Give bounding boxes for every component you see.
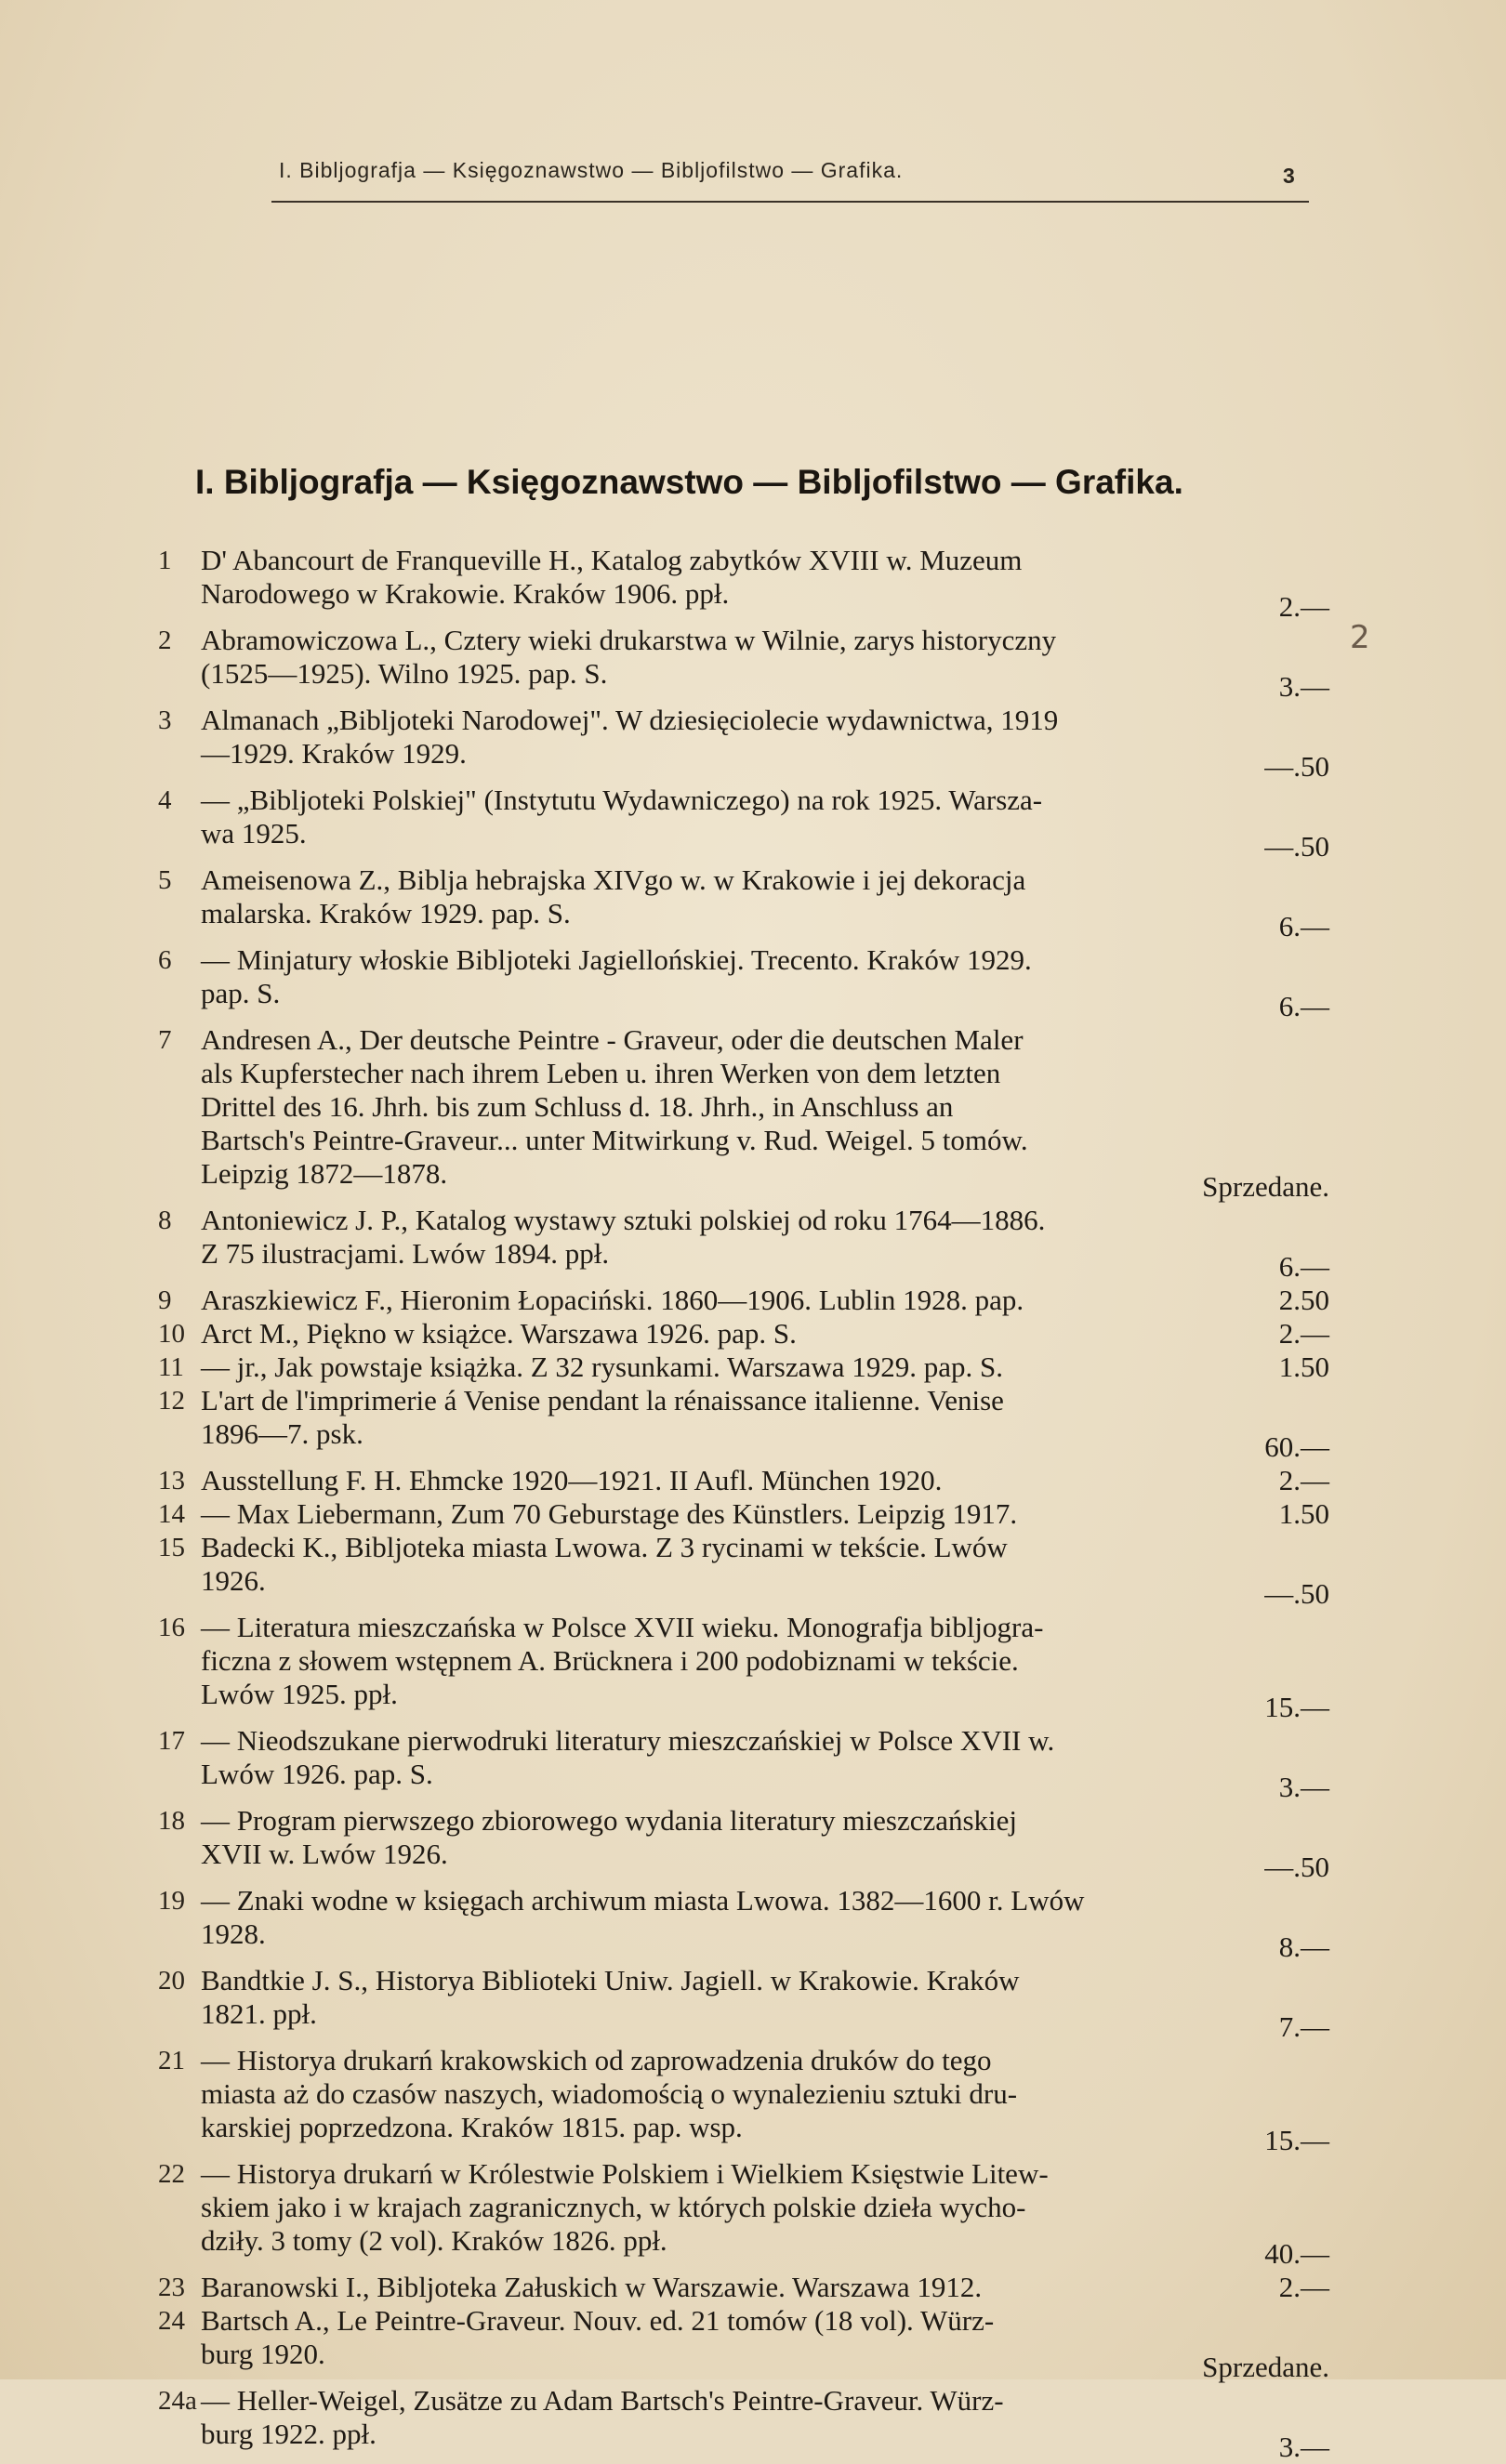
entry-price: —.50 xyxy=(1264,1577,1329,1610)
handwritten-margin-note: 2 xyxy=(1350,619,1370,656)
entry-line: Antoniewicz J. P., Katalog wystawy sztuki polskiej od roku 1764—1886. xyxy=(201,1204,1046,1236)
entry-number: 6 xyxy=(158,945,172,975)
entry-price: 2.— xyxy=(1278,1464,1329,1496)
entry-line: burg 1920. xyxy=(201,2338,325,2370)
entry-line: Bandtkie J. S., Historya Biblioteki Uniw. Jagiell. w Krakowie. Kraków xyxy=(201,1964,1020,1996)
entry-price: 40.— xyxy=(1264,2237,1329,2270)
entry-line: Narodowego w Krakowie. Kraków 1906. ppł. xyxy=(201,577,730,610)
entry-price: —.50 xyxy=(1264,830,1329,863)
entry-price: —.50 xyxy=(1264,1851,1329,1883)
entry-line: Leipzig 1872—1878. xyxy=(201,1157,448,1190)
entry-line: Badecki K., Bibljoteka miasta Lwowa. Z 3 rycinami w tekście. Lwów xyxy=(201,1531,1008,1563)
entry-price: Sprzedane. xyxy=(1202,1170,1329,1203)
entry-line: D' Abancourt de Franqueville H., Katalog zabytków XVIII w. Muzeum xyxy=(201,544,1023,576)
entry-number: 13 xyxy=(158,1466,185,1496)
entry-number: 12 xyxy=(158,1386,185,1416)
entry-number: 20 xyxy=(158,1966,185,1996)
entry-price: 2.— xyxy=(1278,1317,1329,1350)
header-rule xyxy=(271,201,1309,203)
entry-line: — jr., Jak powstaje książka. Z 32 rysunkami. Warszawa 1929. pap. S. xyxy=(201,1351,1004,1383)
entry-price: 2.50 xyxy=(1278,1284,1329,1316)
entry-price: 15.— xyxy=(1264,1691,1329,1723)
entry-price: 2.— xyxy=(1278,590,1329,623)
entry-line: Lwów 1925. ppł. xyxy=(201,1678,398,1710)
entry-line: Andresen A., Der deutsche Peintre - Graveur, oder die deutschen Maler xyxy=(201,1023,1024,1056)
entry-line: 1928. xyxy=(201,1917,266,1950)
entry-price: 6.— xyxy=(1278,990,1329,1022)
entry-line: 1926. xyxy=(201,1564,266,1597)
entry-line: — Nieodszukane pierwodruki literatury mieszczańskiej w Polsce XVII w. xyxy=(201,1724,1055,1757)
entry-price: 1.50 xyxy=(1278,1351,1329,1383)
entry-line: Bartsch A., Le Peintre-Graveur. Nouv. ed. 21 tomów (18 vol). Würz- xyxy=(201,2304,995,2337)
entry-number: 14 xyxy=(158,1499,185,1529)
entry-line: 1821. ppł. xyxy=(201,1997,317,2030)
entry-number: 7 xyxy=(158,1025,172,1055)
entry-line: Bartsch's Peintre-Graveur... unter Mitwirkung v. Rud. Weigel. 5 tomów. xyxy=(201,1124,1028,1156)
entry-number: 4 xyxy=(158,785,172,815)
entry-line: Ausstellung F. H. Ehmcke 1920—1921. II Aufl. München 1920. xyxy=(201,1464,943,1496)
entry-line: — Heller-Weigel, Zusätze zu Adam Bartsch's Peintre-Graveur. Würz- xyxy=(201,2384,1004,2417)
running-head-text: I. Bibljografja — Księgoznawstwo — Bibljofilstwo — Grafika. xyxy=(279,158,904,182)
entry-number: 18 xyxy=(158,1806,185,1836)
entry-price: 6.— xyxy=(1278,910,1329,942)
entry-number: 9 xyxy=(158,1285,172,1315)
entry-price: 8.— xyxy=(1278,1930,1329,1963)
entry-number: 8 xyxy=(158,1206,172,1235)
entry-number: 17 xyxy=(158,1726,185,1756)
entry-line: — Program pierwszego zbiorowego wydania literatury mieszczańskiej xyxy=(201,1804,1018,1837)
entry-price: 2.— xyxy=(1278,2271,1329,2303)
section-title: I. Bibljografja — Księgoznawstwo — Bibljofilstwo — Grafika. xyxy=(195,463,1183,501)
entry-number: 22 xyxy=(158,2159,185,2189)
entry-line: malarska. Kraków 1929. pap. S. xyxy=(201,897,571,929)
entry-number: 16 xyxy=(158,1613,185,1642)
entry-price: 3.— xyxy=(1278,2431,1329,2463)
entry-price: 6.— xyxy=(1278,1250,1329,1283)
entry-line: Baranowski I., Bibljoteka Załuskich w Warszawie. Warszawa 1912. xyxy=(201,2271,983,2303)
entry-number: 23 xyxy=(158,2273,185,2302)
entry-line: — Literatura mieszczańska w Polsce XVII wieku. Monografja bibljogra- xyxy=(201,1611,1044,1643)
entry-number: 19 xyxy=(158,1886,185,1916)
entry-line: (1525—1925). Wilno 1925. pap. S. xyxy=(201,657,608,690)
entry-line: Abramowiczowa L., Cztery wieki drukarstwa w Wilnie, zarys historyczny xyxy=(201,624,1057,656)
entry-line: skiem jako i w krajach zagranicznych, w których polskie dzieła wycho- xyxy=(201,2191,1026,2223)
entry-line: dziły. 3 tomy (2 vol). Kraków 1826. ppł. xyxy=(201,2224,667,2257)
entry-line: XVII w. Lwów 1926. xyxy=(201,1838,448,1870)
entry-line: —1929. Kraków 1929. xyxy=(201,737,467,770)
entry-number: 15 xyxy=(158,1533,185,1562)
entry-number: 10 xyxy=(158,1319,185,1349)
entry-line: miasta aż do czasów naszych, wiadomością o wynalezieniu sztuki dru- xyxy=(201,2077,1018,2110)
entry-number: 24a xyxy=(158,2386,197,2416)
entry-line: Drittel des 16. Jhrh. bis zum Schluss d. 18. Jhrh., in Anschluss an xyxy=(201,1090,954,1123)
entry-line: karskiej poprzedzona. Kraków 1815. pap. wsp. xyxy=(201,2111,743,2143)
entry-number: 21 xyxy=(158,2046,185,2075)
entry-line: 1896—7. psk. xyxy=(201,1417,363,1450)
entry-line: ficzna z słowem wstępnem A. Brücknera i 200 podobiznami w tekście. xyxy=(201,1644,1019,1677)
entry-number: 5 xyxy=(158,865,172,895)
entry-line: burg 1922. ppł. xyxy=(201,2418,376,2450)
entry-price: 15.— xyxy=(1264,2124,1329,2156)
entry-line: — Znaki wodne w księgach archiwum miasta Lwowa. 1382—1600 r. Lwów xyxy=(201,1884,1085,1917)
entry-line: Araszkiewicz F., Hieronim Łopaciński. 1860—1906. Lublin 1928. pap. xyxy=(201,1284,1024,1316)
entry-price: 7.— xyxy=(1278,2010,1329,2043)
entry-line: — Historya drukarń krakowskich od zaprowadzenia druków do tego xyxy=(201,2044,992,2076)
entry-price: 3.— xyxy=(1278,670,1329,703)
page-number: 3 xyxy=(1283,164,1296,188)
entry-price: 1.50 xyxy=(1278,1497,1329,1530)
entry-line: Arct M., Piękno w książce. Warszawa 1926. pap. S. xyxy=(201,1317,797,1350)
entry-line: wa 1925. xyxy=(201,817,307,850)
entry-line: als Kupferstecher nach ihrem Leben u. ihren Werken von dem letzten xyxy=(201,1057,1001,1089)
entry-line: — Max Liebermann, Zum 70 Geburstage des Künstlers. Leipzig 1917. xyxy=(201,1497,1018,1530)
entry-number: 11 xyxy=(158,1352,184,1382)
entry-line: pap. S. xyxy=(201,977,281,1009)
entry-line: — „Bibljoteki Polskiej" (Instytutu Wydawniczego) na rok 1925. Warsza- xyxy=(201,784,1043,816)
entry-line: Lwów 1926. pap. S. xyxy=(201,1758,433,1790)
entry-line: Z 75 ilustracjami. Lwów 1894. ppł. xyxy=(201,1237,610,1270)
entry-line: Almanach „Bibljoteki Narodowej". W dziesięciolecie wydawnictwa, 1919 xyxy=(201,704,1059,736)
entry-line: — Historya drukarń w Królestwie Polskiem i Wielkiem Księstwie Litew- xyxy=(201,2157,1049,2190)
entry-number: 24 xyxy=(158,2306,185,2336)
entry-line: — Minjatury włoskie Bibljoteki Jagiellońskiej. Trecento. Kraków 1929. xyxy=(201,943,1032,976)
entry-number: 1 xyxy=(158,546,172,575)
entry-line: L'art de l'imprimerie á Venise pendant la rénaissance italienne. Venise xyxy=(201,1384,1004,1416)
entry-price: —.50 xyxy=(1264,750,1329,783)
entry-price: 3.— xyxy=(1278,1771,1329,1803)
entry-number: 2 xyxy=(158,626,172,655)
entry-price: 60.— xyxy=(1264,1430,1329,1463)
entry-price: Sprzedane. xyxy=(1202,2351,1329,2383)
entry-line: Ameisenowa Z., Biblja hebrajska XIVgo w. w Krakowie i jej dekoracja xyxy=(201,863,1026,896)
entry-number: 3 xyxy=(158,705,172,735)
